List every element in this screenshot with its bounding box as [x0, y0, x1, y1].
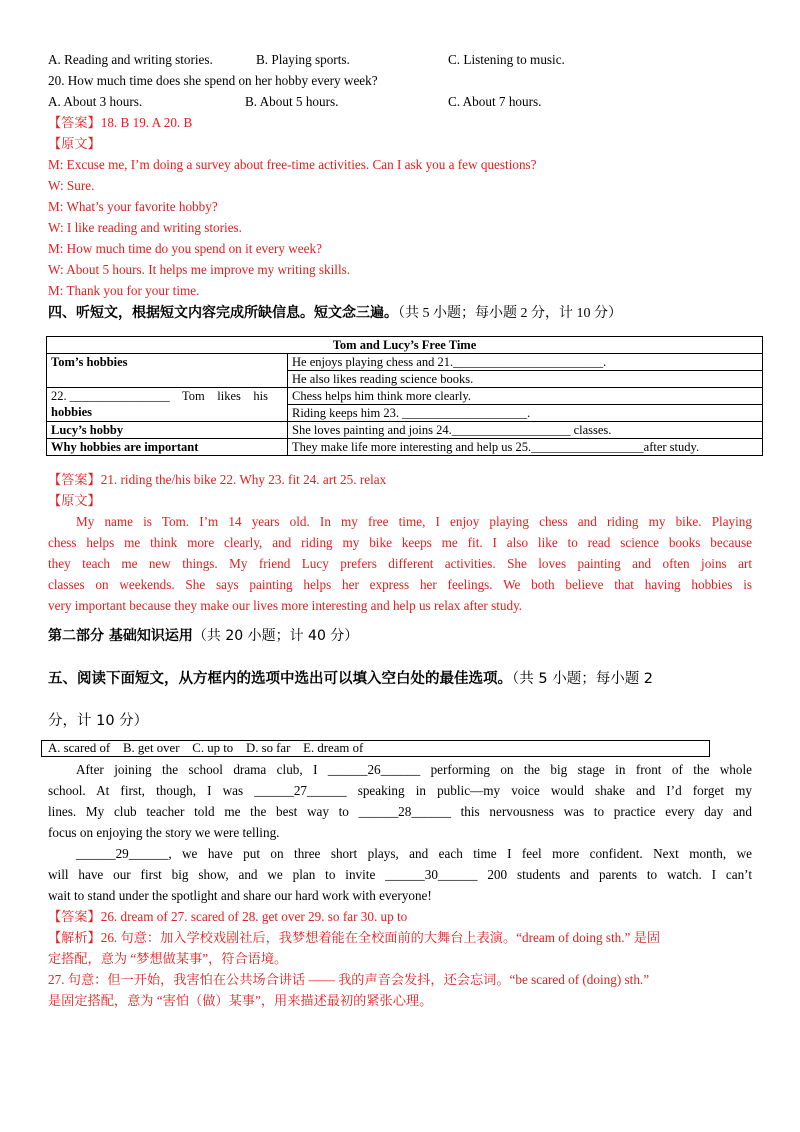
answer-21-25: 【答案】21. riding the/his bike 22. Why 23. fit 24. art 25. relax [48, 472, 387, 487]
section5-title: 五、阅读下面短文，从方框内的选项中选出可以填入空白处的最佳选项。 [48, 671, 512, 687]
q20-option-b: B. About 5 hours. [245, 94, 339, 109]
cloze-line: ______29______, we have put on three short plays, and each time I feel more confident. Next month, we [76, 846, 752, 861]
analysis-line: 是固定搭配，意为 “害怕（做）某事”，用来描述最初的紧张心理。 [48, 993, 433, 1008]
dialogue-line: M: What’s your favorite hobby? [48, 199, 218, 214]
cloze-line: wait to stand under the spotlight and share our hard work with everyone! [48, 888, 432, 903]
q19-option-b: B. Playing sports. [256, 52, 350, 67]
cloze-line: will have our first big show, and we plan to invite ______30______ 200 students and parents to watch. I can’t [48, 867, 752, 882]
q20-option-c: C. About 7 hours. [448, 94, 542, 109]
part2-title: 第二部分 基础知识运用 [48, 628, 193, 644]
analysis-line: 定搭配，意为 “梦想做某事”，符合语境。 [48, 951, 288, 966]
table-cell-24: She loves painting and joins 24.___________________ classes. [288, 422, 763, 439]
passage-line: they teach me new things. My friend Lucy prefers different activities. She loves painting and often joins art [48, 556, 752, 571]
analysis-line: 【解析】26. 句意：加入学校戏剧社后，我梦想着能在全校面前的大舞台上表演。“dream of doing sth.” 是固 [48, 930, 661, 945]
passage-line: chess helps me think more clearly, and riding my bike keeps me fit. I also like to read science books because [48, 535, 752, 550]
table-cell-21: He enjoys playing chess and 21.________________________. [288, 354, 763, 371]
transcript-label-1: 【原文】 [48, 136, 101, 151]
dialogue-line: M: Excuse me, I’m doing a survey about free-time activities. Can I ask you a few questions? [48, 157, 537, 172]
cloze-line: school. At first, though, I was ______27______ speaking in public—my voice would shake and I’d forget my [48, 783, 752, 798]
q20-question: 20. How much time does she spend on her hobby every week? [48, 73, 378, 88]
passage-line: classes on weekends. She says painting helps her express her feelings. We both believe that having hobbies is [48, 577, 752, 592]
q20-options-row [48, 94, 541, 110]
section4-title: 四、听短文，根据短文内容完成所缺信息。短文念三遍。 [48, 305, 398, 321]
section4-heading [48, 305, 622, 322]
section4-scoring: （共 5 小题；每小题 2 分，计 10 分） [398, 306, 622, 321]
passage-line: very important because they make our lives more interesting and help us relax after study. [48, 598, 523, 613]
q20-option-a: A. About 3 hours. [48, 94, 143, 109]
table-cell-chess: Chess helps him think more clearly. [288, 388, 763, 405]
option-box: A. scared of B. get over C. up to D. so far E. dream of [41, 740, 710, 757]
q19-option-a: A. Reading and writing stories. [48, 52, 213, 67]
table-label-why-important: Why hobbies are important [47, 439, 288, 456]
analysis-line: 27. 句意：但一开始，我害怕在公共场合讲话 —— 我的声音会发抖，还会忘词。“be scared of (doing) sth.” [48, 972, 650, 987]
dialogue-line: W: Sure. [48, 178, 95, 193]
table-label-tom-hobbies: Tom’s hobbies [47, 354, 288, 388]
free-time-table [46, 336, 763, 456]
section5-scoring: （共 5 小题；每小题 2 [512, 671, 654, 687]
section5-heading [48, 671, 653, 687]
dialogue-line: M: Thank you for your time. [48, 283, 200, 298]
table-caption: Tom and Lucy’s Free Time [47, 337, 763, 354]
passage-line: My name is Tom. I’m 14 years old. In my free time, I enjoy playing chess and riding my bike. Playing [76, 514, 752, 529]
table-label-22-line2: hobbies [51, 405, 92, 419]
table-cell-23: Riding keeps him 23. ____________________. [288, 405, 763, 422]
dialogue-line: M: How much time do you spend on it every week? [48, 241, 322, 256]
dialogue-line: W: About 5 hours. It helps me improve my writing skills. [48, 262, 351, 277]
part2-heading [48, 628, 358, 645]
part2-scoring: （共 20 小题；计 40 分） [192, 628, 359, 644]
cloze-line: focus on enjoying the story we were telling. [48, 825, 280, 840]
dialogue-line: W: I like reading and writing stories. [48, 220, 242, 235]
table-cell-science: He also likes reading science books. [288, 371, 763, 388]
q19-options-row [48, 52, 565, 68]
cloze-line: After joining the school drama club, I ______26______ performing on the big stage in front of the whole [76, 762, 752, 777]
cloze-line: lines. My club teacher told me the best way to ______28______ this nervousness was to practice every day and [48, 804, 752, 819]
table-label-22-line1: 22. ________________ Tom likes his [51, 389, 268, 403]
q19-option-c: C. Listening to music. [448, 52, 565, 67]
answer-18-20: 【答案】18. B 19. A 20. B [48, 115, 193, 130]
table-label-22 [47, 388, 288, 422]
answer-26-30: 【答案】26. dream of 27. scared of 28. get over 29. so far 30. up to [48, 909, 408, 924]
table-cell-25: They make life more interesting and help us 25.__________________after study. [288, 439, 763, 456]
section5-scoring-cont: 分，计 10 分） [48, 713, 149, 729]
table-label-lucy-hobby: Lucy’s hobby [47, 422, 288, 439]
transcript-label-2: 【原文】 [48, 493, 101, 508]
